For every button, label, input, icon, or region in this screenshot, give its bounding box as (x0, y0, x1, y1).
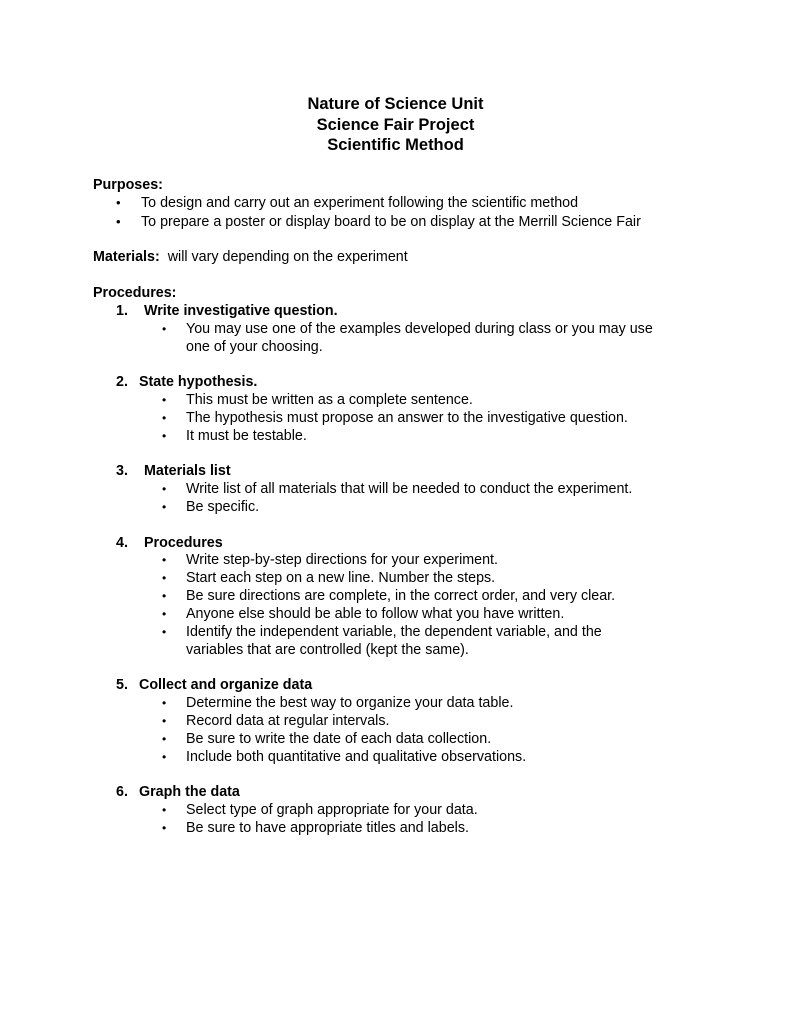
purposes-heading: Purposes: (93, 177, 163, 193)
materials-text: will vary depending on the experiment (167, 249, 408, 265)
bullet-icon: • (162, 803, 167, 817)
step-bullet-text: Include both quantitative and qualitative observations. (186, 749, 527, 765)
step-label: Collect and organize data (139, 677, 313, 693)
step-bullet-text: It must be testable. (186, 428, 307, 444)
step-bullet-text: The hypothesis must propose an answer to the investigative question. (186, 410, 628, 426)
document-title (0, 94, 791, 156)
materials-line (93, 248, 408, 266)
step-bullet-text: You may use one of the examples developed during class or you may use (186, 321, 653, 337)
bullet-icon: • (162, 429, 167, 443)
step-bullet-text: Be specific. (186, 499, 260, 515)
bullet-icon: • (162, 732, 167, 746)
step-number: 6. (116, 784, 128, 800)
step-number: 3. (116, 463, 128, 479)
purpose-text: To prepare a poster or display board to be on display at the Merrill Science Fair (141, 214, 641, 230)
bullet-icon: • (162, 589, 167, 603)
step-number: 5. (116, 677, 128, 693)
bullet-icon: • (162, 500, 167, 514)
step-bullet-text: This must be written as a complete sentence. (186, 392, 473, 408)
procedures-heading: Procedures: (93, 285, 177, 301)
step-bullet-text: Write step-by-step directions for your experiment. (186, 552, 499, 568)
step-bullet-text: Identify the independent variable, the dependent variable, and the (186, 624, 602, 640)
step-bullet-text: Be sure to write the date of each data collection. (186, 731, 492, 747)
step-label: Graph the data (139, 784, 240, 800)
materials-label: Materials: (93, 249, 160, 265)
title-line-project: Science Fair Project (316, 115, 475, 134)
step-bullet-text: Determine the best way to organize your data table. (186, 695, 514, 711)
bullet-icon: • (162, 625, 167, 639)
bullet-icon: • (162, 482, 167, 496)
bullet-icon: • (162, 696, 167, 710)
bullet-icon: • (162, 322, 167, 336)
step-label: Write investigative question. (144, 303, 338, 319)
bullet-icon: • (162, 714, 167, 728)
step-label: Materials list (144, 463, 231, 479)
bullet-icon: • (162, 571, 167, 585)
step-number: 1. (116, 303, 128, 319)
bullet-icon: • (116, 195, 121, 210)
step-bullet-text: Be sure directions are complete, in the correct order, and very clear. (186, 588, 616, 604)
step-number: 4. (116, 535, 128, 551)
step-bullet-text: Record data at regular intervals. (186, 713, 390, 729)
bullet-icon: • (162, 821, 167, 835)
step-bullet-text: variables that are controlled (kept the same). (186, 642, 469, 658)
step-label: Procedures (144, 535, 223, 551)
step-label: State hypothesis. (139, 374, 258, 390)
bullet-icon: • (162, 607, 167, 621)
step-number: 2. (116, 374, 128, 390)
title-line-method: Scientific Method (327, 136, 464, 154)
bullet-icon: • (162, 411, 167, 425)
step-bullet-text: one of your choosing. (186, 339, 323, 355)
bullet-icon: • (162, 393, 167, 407)
title-line-unit: Nature of Science Unit (307, 95, 484, 113)
step-bullet-text: Select type of graph appropriate for your data. (186, 802, 478, 818)
step-bullet-text: Start each step on a new line. Number the steps. (186, 570, 496, 586)
step-bullet-text: Write list of all materials that will be needed to conduct the experiment. (186, 481, 633, 497)
bullet-icon: • (116, 214, 121, 229)
step-bullet-text: Be sure to have appropriate titles and labels. (186, 820, 469, 836)
bullet-icon: • (162, 553, 167, 567)
purpose-text: To design and carry out an experiment following the scientific method (141, 195, 579, 211)
step-bullet-text: Anyone else should be able to follow what you have written. (186, 606, 565, 622)
bullet-icon: • (162, 750, 167, 764)
